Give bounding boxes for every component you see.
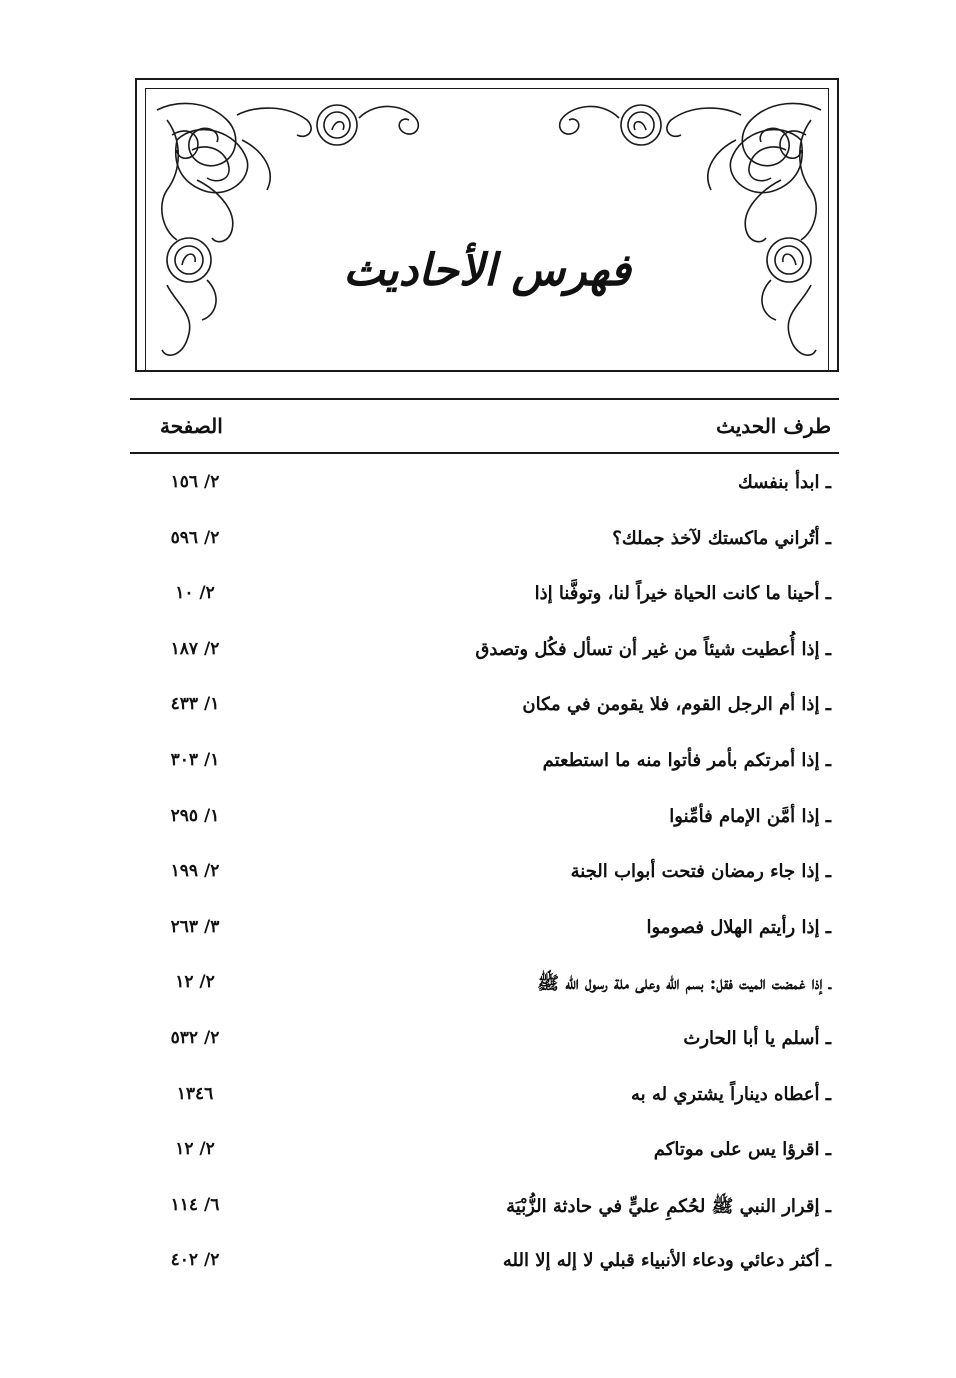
page-ref: ٢/ ٥٩٦ (170, 527, 220, 548)
page-ref: ١٣٤٦ (176, 1083, 214, 1104)
list-item (130, 1240, 839, 1296)
table-header-rule (130, 452, 839, 454)
hadith-text: ـ إذا أُعطيت شيئاً من غير أن تسأل فكُل وتصدق (475, 638, 831, 660)
list-item (130, 740, 839, 796)
list-item (130, 1185, 839, 1241)
page-ref: ١/ ٣٠٣ (170, 749, 220, 770)
table-header (130, 408, 839, 448)
hadith-text: ـ أعطاه ديناراً يشتري له به (631, 1083, 831, 1105)
page-ref: ٢/ ٥٣٢ (170, 1027, 220, 1048)
list-item (130, 962, 839, 1018)
list-item (130, 796, 839, 852)
list-item (130, 518, 839, 574)
list-item (130, 462, 839, 518)
hadith-text: ـ أتُراني ماكستك لآخذ جملك؟ (612, 527, 831, 549)
table-top-rule (130, 398, 839, 400)
hadith-text: ـ إذا أم الرجل القوم، فلا يقومن في مكان (522, 694, 831, 716)
entries-list (130, 462, 839, 1296)
hadith-text: ـ أحينا ما كانت الحياة خيراً لنا، وتوفَّنا إذا (534, 583, 831, 605)
page-ref: ٢/ ١٢ (175, 1139, 215, 1160)
list-item (130, 629, 839, 685)
list-item (130, 573, 839, 629)
page-ref: ٢/ ١٥٦ (170, 472, 220, 492)
page-ref: ١/ ٢٩٥ (170, 805, 220, 826)
hadith-text: ـ إذا أمرتكم بأمر فأتوا منه ما استطعتم (542, 749, 831, 771)
hadith-text: ـ إذا غمضت الميت فقل: بسم الله وعلى ملة رسول الله ﷺ (537, 973, 831, 995)
hadith-text: ـ ابدأ بنفسك (737, 472, 831, 493)
list-item (130, 684, 839, 740)
list-item (130, 1074, 839, 1130)
page-ref: ٢/ ١٠ (175, 583, 215, 604)
page-ref: ٢/ ٤٠٢ (170, 1250, 220, 1271)
hadith-text: ـ إذا رأيتم الهلال فصوموا (646, 916, 831, 938)
hadith-text: ـ أكثر دعائي ودعاء الأنبياء قبلي لا إله إلا الله (502, 1250, 831, 1272)
page-ref: ٢/ ١٨٧ (170, 638, 220, 659)
ornamental-frame (135, 78, 839, 372)
page-ref: ١/ ٤٣٣ (170, 694, 220, 715)
list-item (130, 851, 839, 907)
hadith-text: ـ إذا أمَّن الإمام فأمِّنوا (669, 805, 831, 827)
page-ref: ٦/ ١١٤ (170, 1194, 220, 1215)
header-hadith: طرف الحديث (716, 414, 831, 438)
page-ref: ٣/ ٢٦٣ (170, 916, 220, 937)
list-item (130, 1018, 839, 1074)
page-title: فهرس الأحاديث (343, 245, 631, 296)
page-ref: ٢/ ١٢ (175, 972, 215, 993)
page-ref: ٢/ ١٩٩ (170, 861, 220, 882)
hadith-text: ـ اقرؤا يس على موتاكم (653, 1139, 831, 1161)
header-page: الصفحة (160, 414, 223, 438)
list-item (130, 907, 839, 963)
hadith-text: ـ أسلم يا أبا الحارث (683, 1027, 831, 1049)
floral-ornament-icon (137, 80, 841, 374)
hadith-text: ـ إذا جاء رمضان فتحت أبواب الجنة (570, 861, 831, 883)
list-item (130, 1129, 839, 1185)
hadith-text: ـ إقرار النبي ﷺ لحُكمِ عليٍّ في حادثة الزُّبْيَة (506, 1195, 831, 1217)
